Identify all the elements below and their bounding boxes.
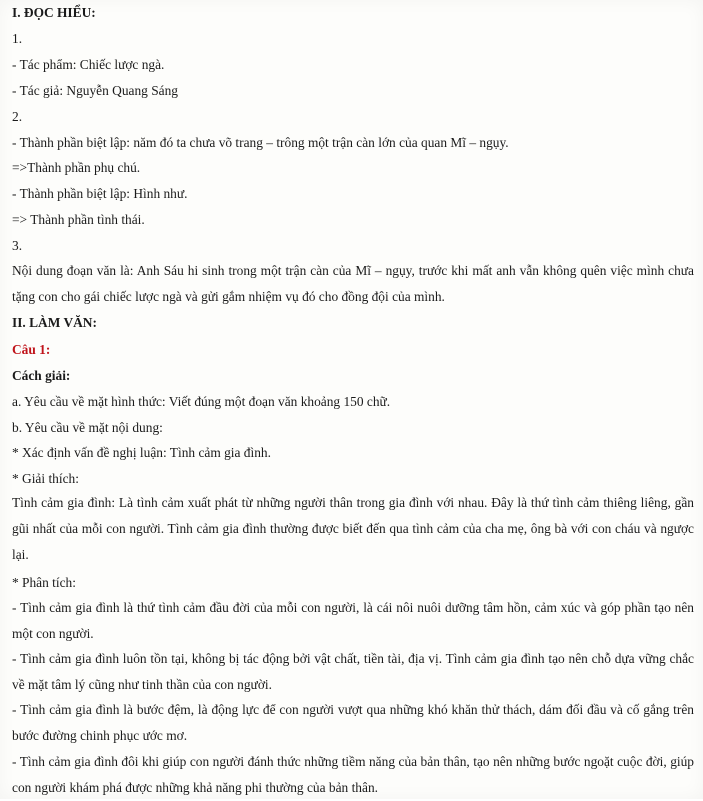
answer-paragraph-content: Nội dung đoạn văn là: Anh Sáu hi sinh trong một trận càn của Mĩ – ngụy, trước khi mất anh vẫn không quên việc mình chưa tặng con cho gái chiếc lược ngà và gửi gắm nhiệm vụ đó cho đồng đội của mình. [12,263,694,304]
answer-independent-part-1: - Thành phần biệt lập: năm đó ta chưa võ trang – trông một trận càn lớn của quan Mĩ – ngụy. [12,135,509,150]
explain-body: Tình cảm gia đình: Là tình cảm xuất phát từ những người thân trong gia đình với nhau. Đây là thứ tình cảm thiêng liêng, gần gũi nhất của mỗi con người. Tình cảm gia đình thường được biết đến qua tình cảm của cha mẹ, ông bà với con cháu và ngược lại. [12,495,694,562]
analysis-point-4: - Tình cảm gia đình đôi khi giúp con người đánh thức những tiềm năng của bản thân, tạo nên những bước ngoặt cuộc đời, giúp con người khám phá được những khả năng phi thường của bản thân. [12,754,694,795]
question-number-3: 3. [12,238,23,253]
question-number-1: 1. [12,31,23,46]
solution-heading: Cách giải: [12,368,71,383]
answer-work-title: - Tác phẩm: Chiếc lược ngà. [12,57,165,72]
question-number-2: 2. [12,109,23,124]
answer-modal-part: => Thành phần tình thái. [12,212,145,227]
identify-issue: * Xác định vấn đề nghị luận: Tình cảm gia đình. [12,445,271,460]
analysis-point-1: - Tình cảm gia đình là thứ tình cảm đầu đời của mỗi con người, là cái nôi nuôi dưỡng tâm hồn, cảm xúc và góp phần tạo nên một con người. [12,600,694,641]
answer-independent-part-2: - Thành phần biệt lập: Hình như. [12,186,188,201]
answer-parenthetical: =>Thành phần phụ chú. [12,160,141,175]
explain-heading: * Giải thích: [12,471,79,486]
section-title-writing: II. LÀM VĂN: [12,315,97,330]
analysis-point-2: - Tình cảm gia đình luôn tồn tại, không bị tác động bởi vật chất, tiền tài, địa vị. Tình cảm gia đình tạo nên chỗ dựa vững chắc về mặt tâm lý cũng như tinh thần của con người. [12,651,694,692]
analysis-point-3: - Tình cảm gia đình là bước đệm, là động lực để con người vượt qua những khó khăn thử thách, dám đối đầu và cố gắng trên bước đường chinh phục ước mơ. [12,702,694,743]
section-title-reading: I. ĐỌC HIỂU: [12,5,96,20]
requirement-content: b. Yêu cầu về mặt nội dung: [12,420,163,435]
answer-author: - Tác giả: Nguyễn Quang Sáng [12,83,178,98]
question-heading-cau-1: Câu 1: [12,342,51,357]
requirement-form: a. Yêu cầu về mặt hình thức: Viết đúng một đoạn văn khoảng 150 chữ. [12,394,391,409]
analysis-heading: * Phân tích: [12,575,76,590]
